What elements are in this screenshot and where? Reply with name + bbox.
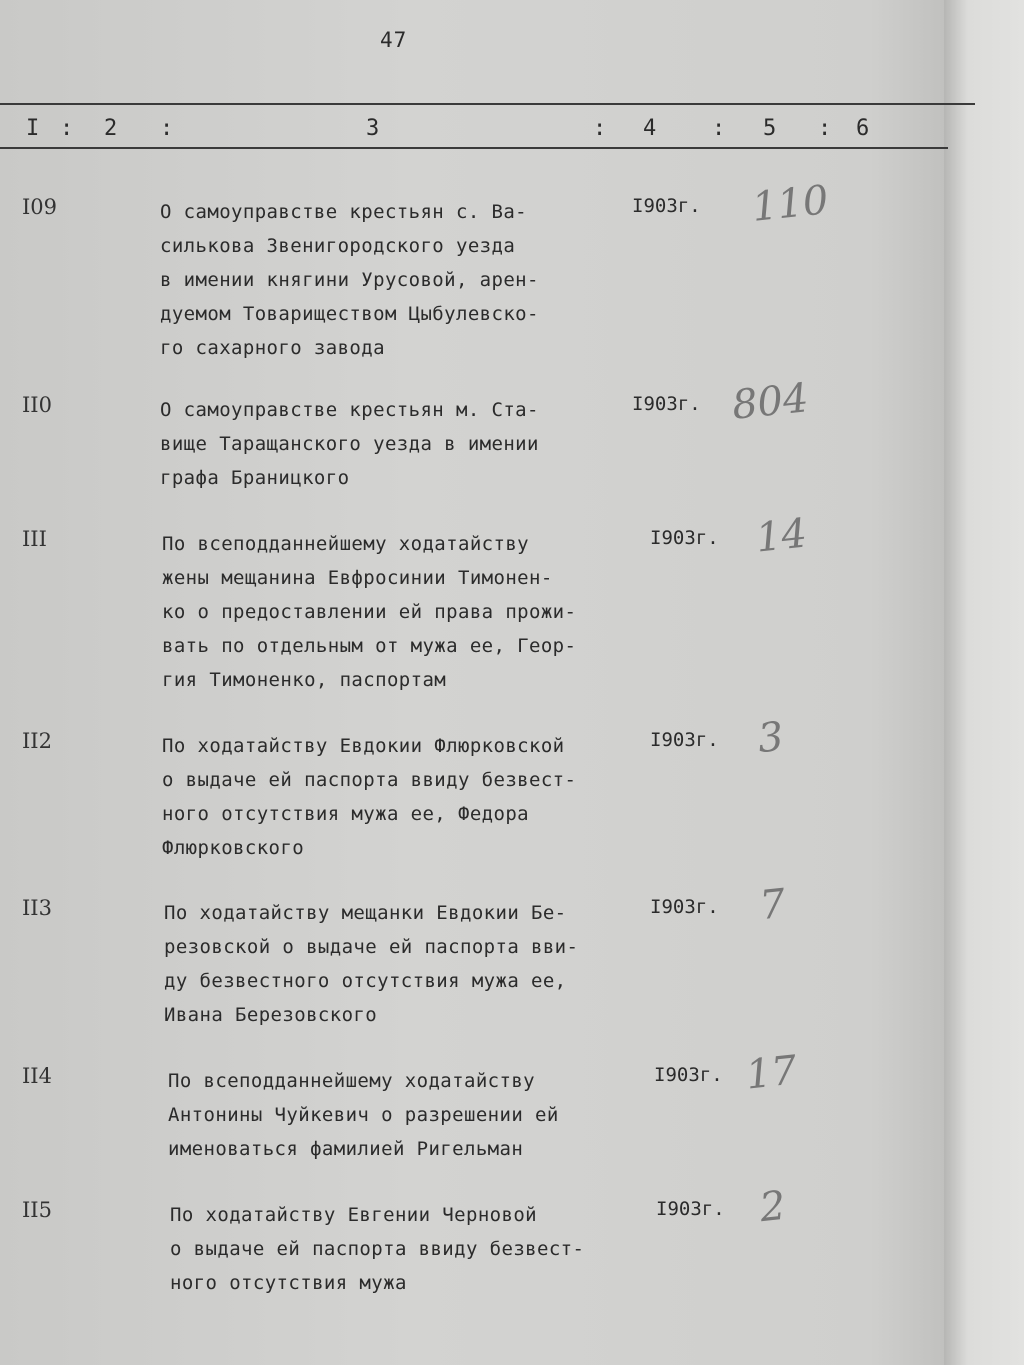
entry-year: I903г. bbox=[650, 527, 719, 549]
entry-year: I903г. bbox=[650, 896, 719, 918]
column-header-6: 6 bbox=[856, 116, 870, 141]
entry-year: I903г. bbox=[632, 195, 701, 217]
entry-year: I903г. bbox=[656, 1198, 725, 1220]
entry-year: I903г. bbox=[654, 1064, 723, 1086]
entry-page-count: 17 bbox=[743, 1047, 800, 1099]
entry-number: II2 bbox=[22, 729, 52, 753]
column-header-5: 5 bbox=[763, 116, 777, 141]
entry-description: По ходатайству Евдокии Флюрковской о выдаче ей паспорта ввиду безвест- ного отсутствия мужа ее, Федора Флюрковского bbox=[162, 735, 577, 859]
column-header-4: 4 bbox=[643, 116, 657, 141]
entry-page-count: 7 bbox=[757, 880, 788, 930]
column-separator: : bbox=[593, 116, 607, 141]
entry-page-count: 14 bbox=[753, 510, 810, 562]
entry-number: II5 bbox=[22, 1198, 52, 1222]
column-header-3: 3 bbox=[366, 116, 380, 141]
entry-number: II3 bbox=[22, 896, 52, 920]
entry-page-count: 804 bbox=[729, 375, 811, 429]
entry-page-count: 110 bbox=[749, 177, 831, 231]
column-separator: : bbox=[160, 116, 174, 141]
entry-year: I903г. bbox=[650, 729, 719, 751]
column-header-1: I bbox=[26, 116, 40, 141]
column-separator: : bbox=[818, 116, 832, 141]
next-page-edge bbox=[944, 0, 1024, 1365]
page-number: 47 bbox=[380, 28, 408, 52]
entry-description: По всеподданнейшему ходатайству Антонины Чуйкевич о разрешении ей именоваться фамилией Ригельман bbox=[168, 1070, 559, 1160]
header-top-rule bbox=[0, 103, 975, 105]
entry-page-count: 3 bbox=[755, 713, 786, 763]
column-separator: : bbox=[60, 116, 74, 141]
header-bottom-rule bbox=[0, 147, 948, 149]
entry-number: II4 bbox=[22, 1064, 52, 1088]
entry-description: По всеподданнейшему ходатайству жены мещанина Евфросинии Тимонен- ко о предоставлении ей права прожи- вать по отдельным от мужа ее, Геор- гия Тимоненко, паспортам bbox=[162, 533, 577, 691]
entry-description: По ходатайству Евгении Черновой о выдаче ей паспорта ввиду безвест- ного отсутствия мужа bbox=[170, 1204, 585, 1294]
column-separator: : bbox=[712, 116, 726, 141]
column-header-2: 2 bbox=[104, 116, 118, 141]
entry-number: I09 bbox=[22, 195, 58, 219]
entry-page-count: 2 bbox=[757, 1182, 788, 1232]
entry-number: III bbox=[22, 527, 47, 551]
entry-number: II0 bbox=[22, 393, 52, 417]
entry-year: I903г. bbox=[632, 393, 701, 415]
entry-description: О самоуправстве крестьян с. Ва- силькова Звенигородского уезда в имении княгини Урусовой, арен- дуемом Товариществом Цыбулевско- го сахарного завода bbox=[160, 201, 539, 359]
entry-description: По ходатайству мещанки Евдокии Бе- резовской о выдаче ей паспорта вви- ду безвестного отсутствия мужа ее, Ивана Березовского bbox=[164, 902, 579, 1026]
entry-description: О самоуправстве крестьян м. Ста- вище Таращанского уезда в имении графа Браницкого bbox=[160, 399, 539, 489]
